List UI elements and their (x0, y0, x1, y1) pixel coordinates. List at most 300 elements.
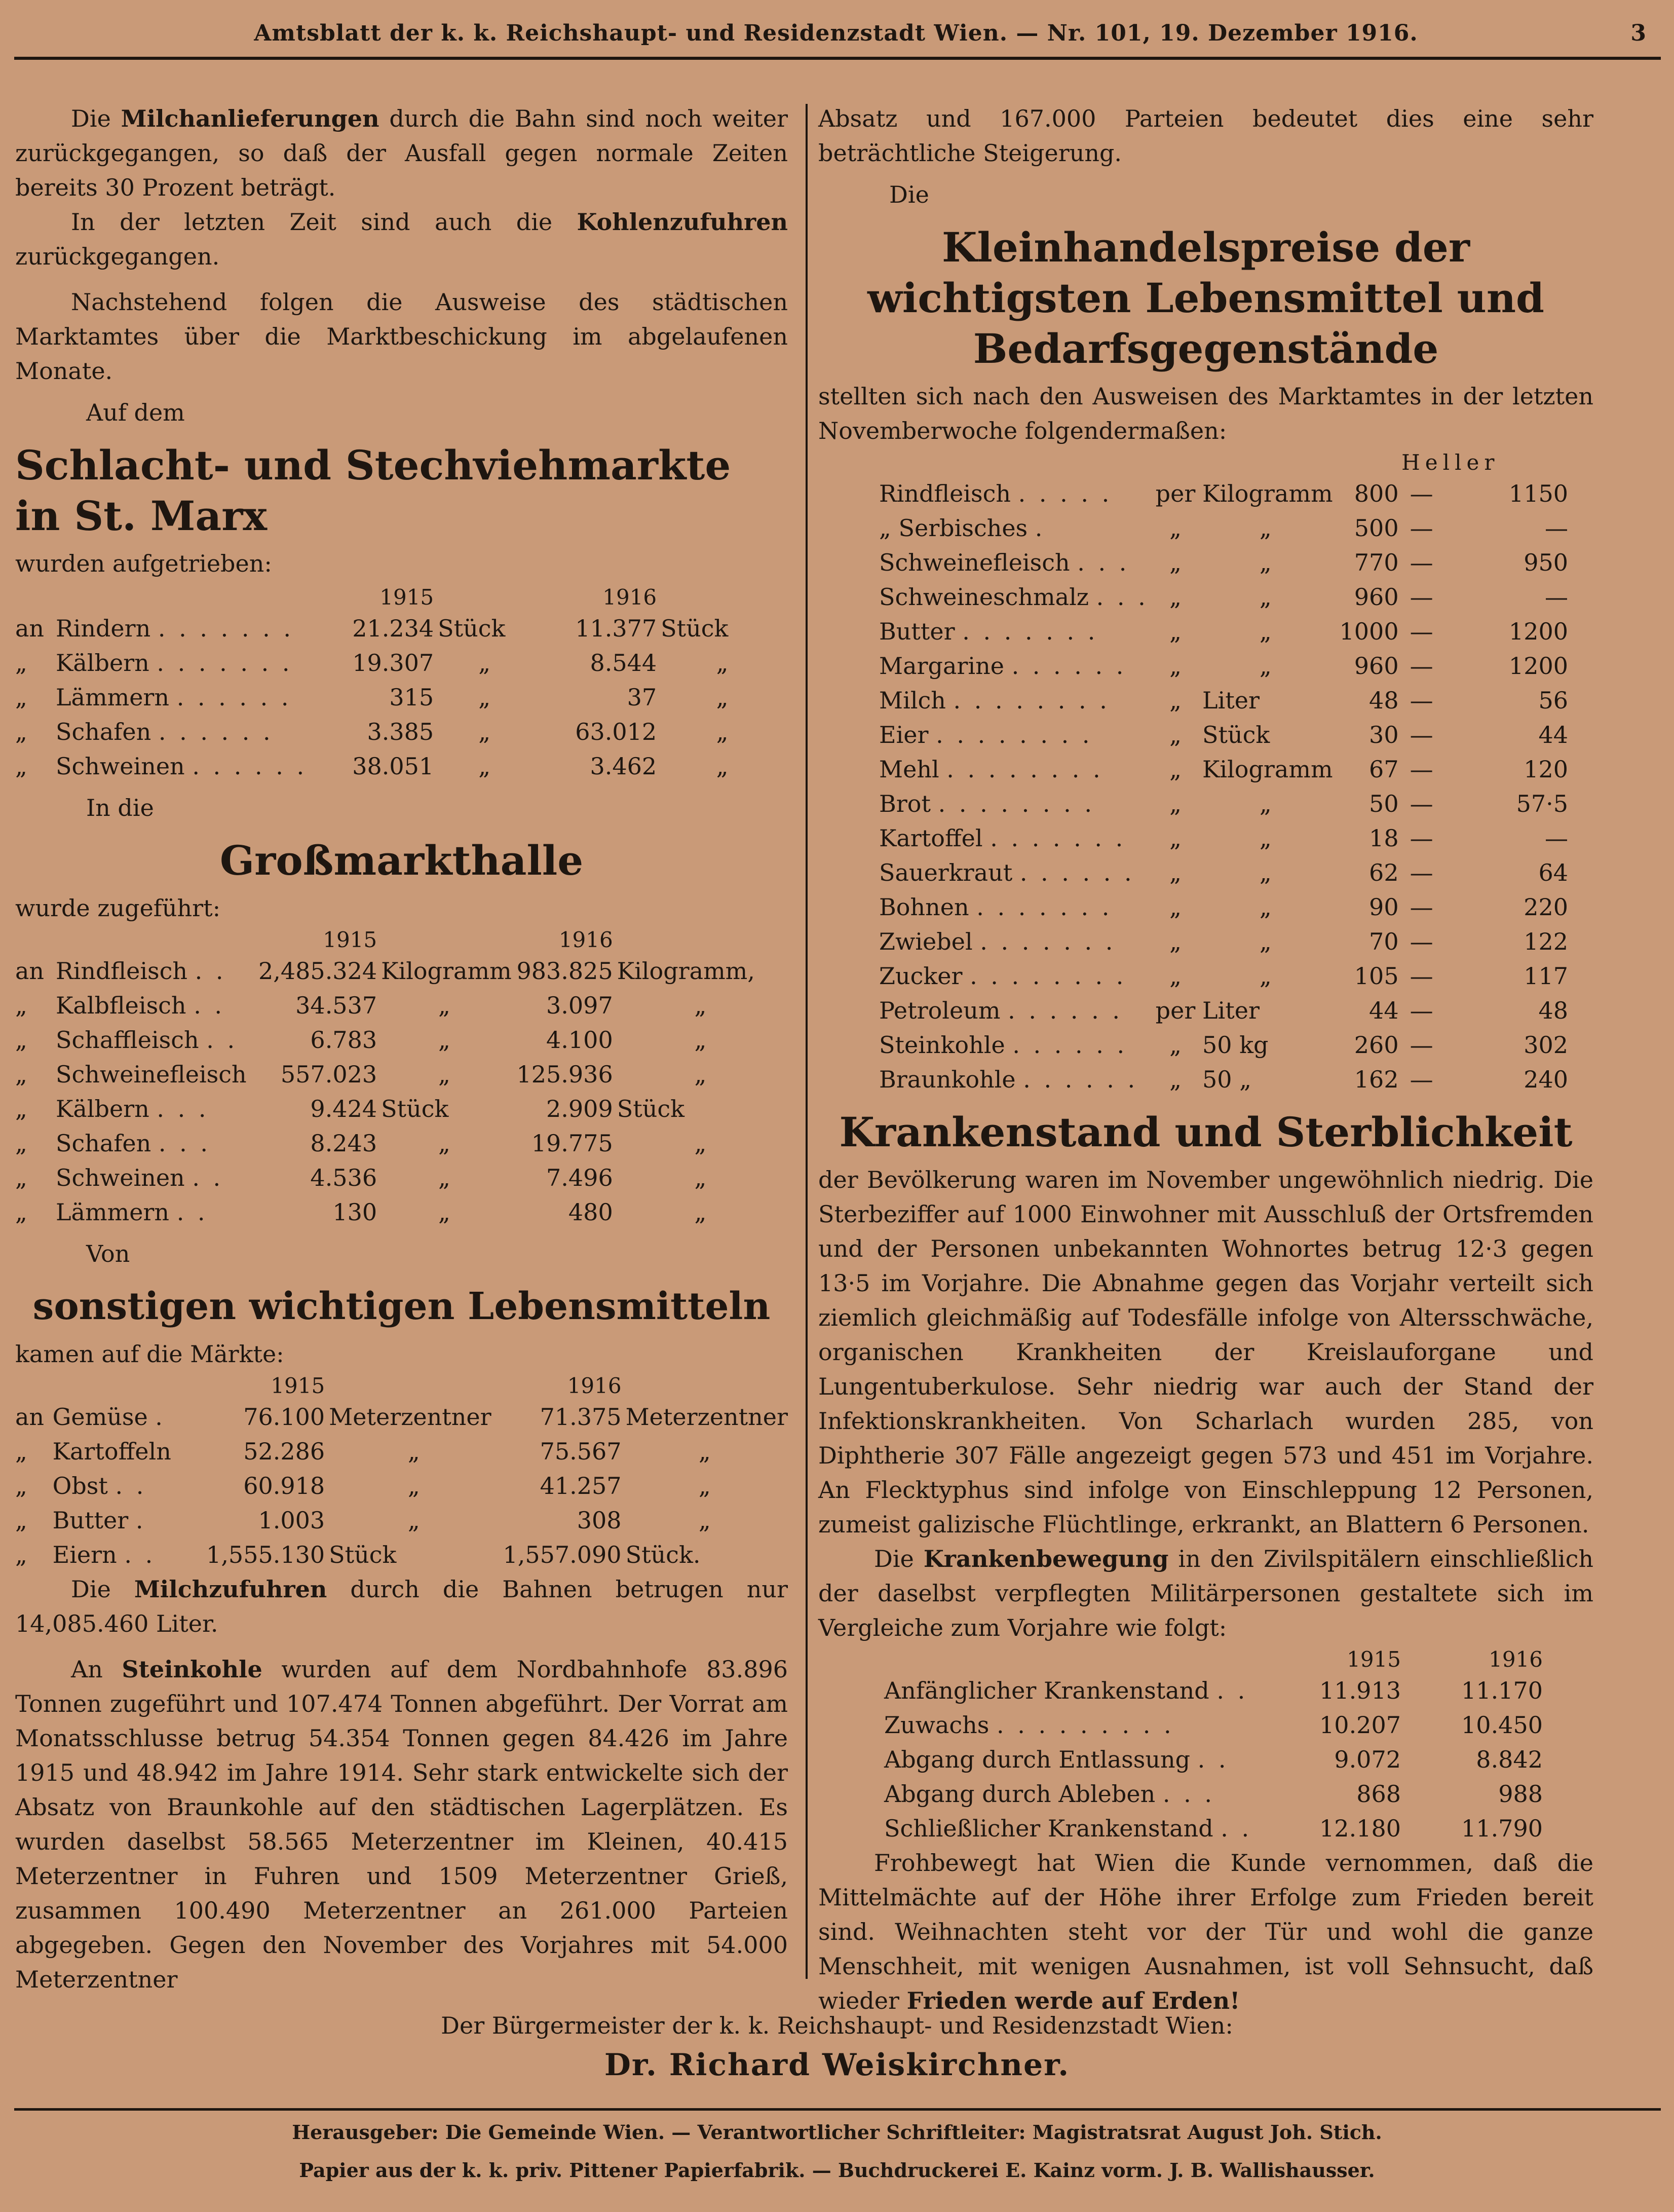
intro-von: Von (86, 1240, 130, 1267)
row-label: Eiern (52, 1541, 117, 1568)
price-dash: — (1410, 652, 1433, 680)
price-dash: — (1410, 928, 1433, 955)
table-row (15, 1092, 788, 1126)
price-label-cell (879, 476, 1153, 511)
leader-dots: . . . . . . (1008, 997, 1123, 1024)
value-1916: 8.842 (1476, 1746, 1543, 1773)
table-market-hall (15, 925, 788, 1229)
hospital-label-cell (884, 1742, 1300, 1777)
unit-1915: „ (407, 1507, 420, 1534)
leader-dots: . . (194, 992, 225, 1019)
price-per: „ (1169, 652, 1182, 680)
price-unit: „ (1259, 824, 1272, 852)
price-per: „ (1169, 824, 1182, 852)
hospital-row (884, 1742, 1543, 1777)
leader-dots: . . . (158, 1130, 211, 1157)
right-column (818, 101, 1593, 2018)
price-per: „ (1169, 583, 1182, 611)
table-hospital (884, 1645, 1543, 1846)
leader-dots: . . . . . . . (157, 649, 293, 677)
unit-1916: „ (698, 1472, 711, 1499)
value-1915: 8.243 (310, 1130, 377, 1157)
price-min: 800 (1354, 480, 1399, 507)
row-prefix: an (15, 1403, 45, 1431)
price-min: 50 (1369, 790, 1399, 817)
price-per: „ (1169, 1066, 1182, 1093)
unit-1915: „ (478, 753, 491, 780)
leader-dots: . . (1197, 1746, 1229, 1773)
price-label: Sauerkraut (879, 859, 1013, 886)
footer-printer: Papier aus der k. k. priv. Pittener Papierfabrik. — Buchdruckerei E. Kainz vorm. J. B. Wallishausser. (299, 2159, 1375, 2182)
leader-dots: . . . . . . (158, 718, 274, 745)
paragraph-sales-increase: Absatz und 167.000 Parteien bedeutet dies eine sehr beträchtliche Steigerung. (818, 105, 1593, 167)
price-dash: — (1410, 893, 1433, 921)
price-label-cell (879, 511, 1153, 545)
value-1915: 6.783 (310, 1026, 377, 1054)
price-dash: — (1410, 549, 1433, 576)
leader-dots: . . . . . . . . (953, 687, 1110, 714)
price-min: 48 (1369, 687, 1399, 714)
price-max: 56 (1538, 687, 1568, 714)
table-row (15, 611, 788, 646)
leader-dots: . . . (1077, 549, 1130, 576)
row-prefix: „ (15, 753, 27, 780)
unit-1915: Stück (438, 615, 506, 642)
price-row (879, 786, 1568, 821)
unit-1915: Stück (381, 1095, 449, 1122)
price-dash: — (1410, 790, 1433, 817)
price-min: 960 (1354, 652, 1399, 680)
unit-1915: „ (438, 1026, 450, 1054)
row-prefix: „ (15, 992, 27, 1019)
table-prices (879, 448, 1568, 1097)
price-dash: — (1410, 514, 1433, 542)
hospital-label-cell (884, 1811, 1300, 1846)
intro-in-die: In die (86, 794, 154, 821)
value-1916: 3.097 (546, 992, 613, 1019)
value-1915: 868 (1356, 1780, 1401, 1808)
row-label: Schafen (56, 718, 151, 745)
price-min: 1000 (1339, 618, 1399, 645)
leader-dots: . . (124, 1541, 156, 1568)
mayor-name: Dr. Richard Weiskirchner. (604, 2047, 1070, 2083)
price-row (879, 924, 1568, 959)
page-header (15, 20, 1657, 46)
row-label-cell (53, 1538, 206, 1572)
value-1916: 63.012 (575, 718, 657, 745)
row-label: Butter (52, 1507, 129, 1534)
hospital-label: Abgang durch Ableben (884, 1780, 1156, 1808)
value-1915: 76.100 (243, 1403, 325, 1431)
intro-die: Die (889, 181, 929, 208)
price-min: 70 (1369, 928, 1399, 955)
row-prefix: an (15, 957, 45, 985)
leader-dots: . . . . . . (1012, 1031, 1128, 1059)
leader-dots: . . (192, 1164, 224, 1191)
price-min: 960 (1354, 583, 1399, 611)
price-min: 770 (1354, 549, 1399, 576)
year-1915: 1915 (271, 1373, 325, 1398)
price-min: 260 (1354, 1031, 1399, 1059)
value-1916: 1,557.090 (503, 1541, 622, 1568)
leader-dots: . . (115, 1472, 147, 1499)
price-row (879, 580, 1568, 614)
leader-dots: . . . . . . (1019, 859, 1135, 886)
price-label: „ Serbisches (879, 514, 1028, 542)
table-row (15, 1160, 788, 1195)
row-label-cell (56, 646, 307, 680)
row-prefix: an (15, 615, 45, 642)
row-label-cell (56, 749, 307, 783)
row-prefix: „ (15, 649, 27, 677)
year-1915: 1915 (323, 927, 377, 952)
price-label-cell (879, 959, 1153, 993)
leader-dots: . . . . . . . . (936, 721, 1093, 748)
table-row (15, 749, 788, 783)
hospital-row (884, 1673, 1543, 1708)
paragraph-milk-supply: Die Milchzufuhren durch die Bahnen betrugen nur 14,085.460 Liter. (15, 1576, 788, 1637)
leader-dots: . . (195, 957, 226, 985)
leader-dots: . . . . . (1018, 480, 1113, 507)
value-1915: 9.424 (310, 1095, 377, 1122)
paragraph-coal: An Steinkohle wurden auf dem Nordbahnhofe 83.896 Tonnen zugeführt und 107.474 Tonnen abgeführt. Der Vorrat am Monatsschlusse betrug 54.354 Tonnen gegen 84.426 im Jahre 1915 und 48.942 im Jahre 1914. Sehr stark entwickelte sich der Absatz von Braunkohle auf den städtischen Lagerplätzen. Es wurden daselbst 58.565 Meterzentner im Kleinen, 40.415 Meterzentner in Fuhren und 1509 Meterzentner Grieß, zusammen 100.490 Meterzentner an 261.000 Parteien abgegeben. Gegen den November des Vorjahres mit 54.000 Meterzentner (15, 1656, 788, 1993)
price-max: 117 (1524, 962, 1568, 990)
price-min: 67 (1369, 756, 1399, 783)
value-1916: 11.377 (575, 615, 657, 642)
row-label-cell (56, 680, 307, 715)
unit-1916: „ (698, 1507, 711, 1534)
price-max: 48 (1538, 997, 1568, 1024)
price-dash: — (1410, 859, 1433, 886)
heading-sickness: Krankenstand und Sterblichkeit (839, 1108, 1573, 1156)
leader-dots: . (1035, 514, 1046, 542)
row-label: Lämmern (56, 684, 170, 711)
value-1915: 12.180 (1319, 1815, 1401, 1842)
table-row (15, 954, 788, 988)
unit-1915: „ (478, 718, 491, 745)
price-per: per (1155, 480, 1196, 507)
year-1915: 1915 (379, 584, 434, 610)
price-label-cell (879, 580, 1153, 614)
price-max: 240 (1524, 1066, 1568, 1093)
price-label-cell (879, 718, 1153, 752)
leader-dots: . . . (1162, 1780, 1215, 1808)
value-1915: 19.307 (352, 649, 434, 677)
price-unit: „ (1259, 652, 1272, 680)
value-1915: 4.536 (310, 1164, 377, 1191)
unit-1916: „ (716, 718, 729, 745)
row-label-cell (56, 1195, 258, 1229)
table-row (15, 1434, 788, 1469)
subheading-maerkte: kamen auf die Märkte: (15, 1340, 284, 1368)
page-number: 3 (1630, 20, 1647, 46)
unit-1915: „ (478, 649, 491, 677)
price-per: „ (1169, 962, 1182, 990)
row-prefix: „ (15, 1198, 27, 1226)
price-dash: — (1410, 756, 1433, 783)
price-row (879, 821, 1568, 855)
price-label: Brot (879, 790, 931, 817)
value-1915: 21.234 (352, 615, 434, 642)
heading-retail-prices: Kleinhandelspreise der wichtigsten Lebensmittel und Bedarfsgegenstände (867, 223, 1544, 372)
header-title: Amtsblatt der k. k. Reichshaupt- und Residenzstadt Wien. — Nr. 101, 19. Dezember 1916. (254, 20, 1418, 46)
price-label: Steinkohle (879, 1031, 1005, 1059)
price-dash: — (1410, 1031, 1433, 1059)
unit-1915: „ (438, 1130, 450, 1157)
leader-dots: . . (176, 1198, 208, 1226)
price-unit: „ (1259, 583, 1272, 611)
table-row (15, 1400, 788, 1434)
hospital-row (884, 1708, 1543, 1742)
value-1915: 10.207 (1319, 1711, 1401, 1739)
leader-dots: . . . . . . . . (970, 962, 1127, 990)
price-label-cell (879, 649, 1153, 683)
heading-other-food: sonstigen wichtigen Lebensmitteln (32, 1285, 771, 1328)
row-label: Schweinefleisch (56, 1061, 247, 1088)
row-label-cell (56, 715, 307, 749)
price-dash: — (1410, 480, 1433, 507)
price-max: 950 (1524, 549, 1568, 576)
price-per: „ (1169, 687, 1182, 714)
price-row (879, 1028, 1568, 1062)
row-label-cell (53, 1400, 206, 1434)
price-label: Butter (879, 618, 955, 645)
header-rule (14, 57, 1661, 60)
row-prefix: „ (15, 1095, 27, 1122)
price-dash: — (1410, 583, 1433, 611)
year-1916: 1916 (1489, 1646, 1543, 1672)
value-1916: 8.544 (590, 649, 657, 677)
value-1916: 37 (627, 684, 657, 711)
price-row (879, 683, 1568, 718)
paragraph-hospitals: Die Krankenbewegung in den Zivilspitälern einschließlich der daselbst verpflegten Militärpersonen gestaltete sich im Vergleiche zum Vorjahre wie folgt: (818, 1545, 1594, 1641)
price-dash: — (1410, 687, 1433, 714)
price-min: 500 (1354, 514, 1399, 542)
table-row (15, 1057, 788, 1092)
row-label-cell (56, 988, 258, 1023)
price-dash: — (1410, 962, 1433, 990)
footer-rule (14, 2108, 1661, 2111)
row-prefix: „ (15, 1026, 27, 1054)
price-row (879, 993, 1568, 1028)
leader-dots: . (135, 1507, 146, 1534)
price-label: Schweinefleisch (879, 549, 1070, 576)
price-label: Bohnen (879, 893, 969, 921)
price-min: 62 (1369, 859, 1399, 886)
price-label-cell (879, 821, 1153, 855)
price-unit: „ (1259, 618, 1272, 645)
price-dash: — (1410, 721, 1433, 748)
year-1916: 1916 (558, 927, 613, 952)
unit-1916: Stück (661, 615, 729, 642)
unit-1915: Meterzentner (329, 1403, 491, 1431)
leader-dots: . . (1216, 1677, 1248, 1704)
value-1915: 34.537 (295, 992, 377, 1019)
price-row (879, 890, 1568, 924)
mayor-title: Der Bürgermeister der k. k. Reichshaupt- und Residenzstadt Wien: (441, 2012, 1233, 2039)
row-label: Kälbern (56, 649, 149, 677)
leader-dots: . . . . . . . . (938, 790, 1095, 817)
price-label-cell (879, 752, 1153, 786)
unit-1915: „ (478, 684, 491, 711)
leader-dots: . . . . . . (1023, 1066, 1138, 1093)
value-1915: 9.072 (1334, 1746, 1401, 1773)
hospital-label: Schließlicher Krankenstand (884, 1815, 1213, 1842)
price-label: Petroleum (879, 997, 1001, 1024)
row-label-cell (56, 1160, 258, 1195)
table-row (15, 1538, 788, 1572)
unit-1916: Stück. (625, 1541, 701, 1568)
price-row (879, 545, 1568, 580)
price-row (879, 1062, 1568, 1097)
price-unit: Liter (1202, 997, 1260, 1024)
leader-dots: . . . . . . . (990, 824, 1126, 852)
leader-dots: . (155, 1403, 166, 1431)
price-max: 44 (1538, 721, 1568, 748)
price-unit: Kilogramm (1202, 756, 1333, 783)
row-label-cell (53, 1503, 206, 1538)
value-1916: 71.375 (540, 1403, 622, 1431)
value-1915: 557.023 (280, 1061, 377, 1088)
row-label-cell (56, 1057, 258, 1092)
unit-1916: „ (694, 1026, 707, 1054)
price-unit: „ (1259, 549, 1272, 576)
price-min: 90 (1369, 893, 1399, 921)
table-cattle (15, 583, 788, 783)
price-label: Braunkohle (879, 1066, 1016, 1093)
price-label-cell (879, 1028, 1153, 1062)
table-row (15, 715, 788, 749)
price-label: Zwiebel (879, 928, 973, 955)
value-1916: 983.825 (516, 957, 613, 985)
row-label: Schweinen (56, 753, 185, 780)
price-unit: 50 kg (1202, 1031, 1269, 1059)
value-1916: 4.100 (546, 1026, 613, 1054)
price-per: „ (1169, 790, 1182, 817)
price-label: Rindfleisch (879, 480, 1011, 507)
column-divider (806, 104, 808, 1979)
table-row (15, 1469, 788, 1503)
unit-1915: Stück (329, 1541, 397, 1568)
price-per: per (1155, 997, 1196, 1024)
leader-dots: . . . . . . . . (946, 756, 1104, 783)
value-1915: 2,485.324 (258, 957, 377, 985)
row-prefix: „ (15, 718, 27, 745)
price-dash: — (1410, 997, 1433, 1024)
unit-1916: „ (694, 1061, 707, 1088)
row-label: Gemüse (52, 1403, 148, 1431)
leader-dots: . . . . . . . . . (997, 1711, 1174, 1739)
price-max: 302 (1524, 1031, 1568, 1059)
table-other-food (15, 1371, 788, 1572)
price-unit: „ (1259, 859, 1272, 886)
price-row (879, 855, 1568, 890)
price-label: Mehl (879, 756, 939, 783)
unit-1916: „ (694, 992, 707, 1019)
price-unit: „ (1259, 962, 1272, 990)
leader-dots: . . . (157, 1095, 209, 1122)
price-label: Margarine (879, 652, 1004, 680)
unit-1915: Kilogramm (381, 957, 512, 985)
row-prefix: „ (15, 1472, 27, 1499)
unit-1915: „ (438, 1061, 450, 1088)
price-label-cell (879, 614, 1153, 649)
price-label-cell (879, 683, 1153, 718)
value-1916: 7.496 (546, 1164, 613, 1191)
price-unit: „ (1259, 514, 1272, 542)
price-label: Milch (879, 687, 946, 714)
price-min: 18 (1369, 824, 1399, 852)
price-max: 1200 (1508, 618, 1568, 645)
hospital-label-cell (884, 1673, 1300, 1708)
price-row (879, 718, 1568, 752)
unit-1915: „ (407, 1438, 420, 1465)
paragraph-mortality: der Bevölkerung waren im November ungewöhnlich niedrig. Die Sterbeziffer auf 1000 Einwohner mit Ausschluß der Ortsfremden und der Personen unbekannten Wohnortes betrug 12·3 gegen 13·5 im Vorjahre. Die Abnahme gegen das Vorjahr verteilt sich ziemlich gleichmäßig auf Todesfälle infolge von Altersschwäche, organischen Krankheiten der Kreislauforgane und Lungentuberkulose. Sehr niedrig war auch der Stand der Infektionskrankheiten. Von Scharlach wurden 285, von Diphtherie 307 Fälle angezeigt gegen 573 und 451 im Vorjahre. An Flecktyphus sind infolge von Einschleppung 12 Personen, zumeist galizische Flüchtlinge, erkrankt, an Blattern 6 Personen. (818, 1166, 1593, 1538)
row-prefix: „ (15, 1164, 27, 1191)
price-row (879, 614, 1568, 649)
subheading-zugefuehrt: wurde zugeführt: (15, 894, 221, 922)
heading-slaughter-market: Schlacht- und Stechviehmarkte in St. Marx (15, 441, 731, 540)
price-unit: Stück (1202, 721, 1270, 748)
row-label-cell (53, 1434, 206, 1469)
price-label-cell (879, 855, 1153, 890)
value-1916: 2.909 (546, 1095, 613, 1122)
leader-dots: . . . . . . (176, 684, 292, 711)
leader-dots: . . . . . . (1011, 652, 1127, 680)
row-prefix: „ (15, 1438, 27, 1465)
price-min: 30 (1369, 721, 1399, 748)
leader-dots: . . (1221, 1815, 1252, 1842)
price-max: 64 (1538, 859, 1568, 886)
row-label: Lämmern (56, 1198, 170, 1226)
price-unit: „ (1259, 893, 1272, 921)
hospital-label: Anfänglicher Krankenstand (884, 1677, 1209, 1704)
paragraph-market-reports: Nachstehend folgen die Ausweise des städtischen Marktamtes über die Marktbeschickung im abgelaufenen Monate. (15, 288, 788, 385)
year-1915: 1915 (1347, 1646, 1401, 1672)
price-per: „ (1169, 1031, 1182, 1059)
value-1915: 1,555.130 (206, 1541, 325, 1568)
price-min: 105 (1354, 962, 1399, 990)
price-per: „ (1169, 928, 1182, 955)
table-row (15, 646, 788, 680)
row-label: Kalbfleisch (56, 992, 186, 1019)
unit-1916: „ (698, 1438, 711, 1465)
price-max: 122 (1524, 928, 1568, 955)
price-label: Eier (879, 721, 929, 748)
heading-grossmarkthalle: Großmarkthalle (219, 837, 584, 884)
table-row (15, 1195, 788, 1229)
row-label-cell (56, 611, 307, 646)
row-prefix: „ (15, 1507, 27, 1534)
row-label: Rindern (56, 615, 151, 642)
value-1915: 52.286 (243, 1438, 325, 1465)
hospital-label-cell (884, 1777, 1300, 1811)
price-per: „ (1169, 549, 1182, 576)
leader-dots: . . (206, 1026, 238, 1054)
row-label-cell (56, 1023, 258, 1057)
price-per: „ (1169, 618, 1182, 645)
price-dash: — (1410, 1066, 1433, 1093)
price-label-cell (879, 545, 1153, 580)
table-row (15, 1503, 788, 1538)
row-label-cell (56, 1126, 258, 1160)
value-1916: 3.462 (590, 753, 657, 780)
value-1916: 75.567 (540, 1438, 622, 1465)
price-per: „ (1169, 721, 1182, 748)
price-min: 162 (1354, 1066, 1399, 1093)
price-dash: — (1410, 618, 1433, 645)
table-row (15, 1023, 788, 1057)
